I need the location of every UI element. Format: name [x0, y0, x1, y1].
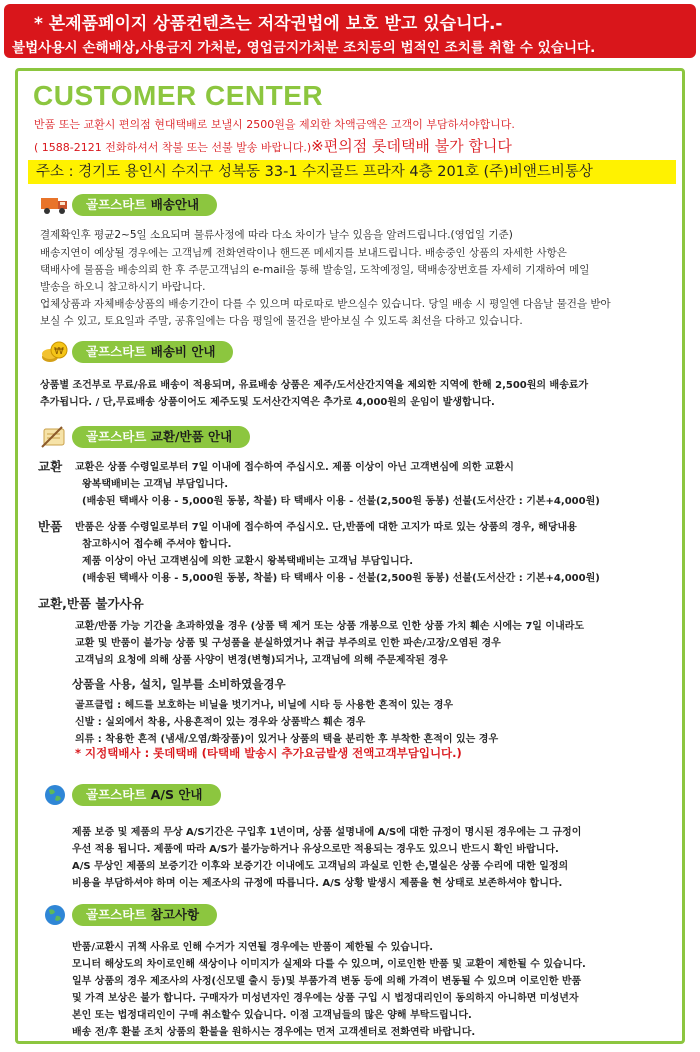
exchange-line: (배송된 택배사 이용 - 5,000원 동봉, 착불) 타 택배사 이용 - 선불(2,500원 동봉) 선불(도서산간 : 기본+4,000원): [82, 496, 600, 507]
fee-line: 추가됩니다. / 단,무료배송 상품이어도 제주도및 도서산간지역은 추가로 4,000원의 운임이 발생합니다.: [40, 397, 495, 408]
section-title-as: [72, 784, 221, 806]
section-title-text: 배송비 안내: [150, 344, 216, 359]
notice-line-1: 반품 또는 교환시 편의점 현대택배로 보낼시 2500원을 제외한 차액금액은 고객이 부담하셔야합니다.: [34, 118, 515, 131]
section-title-text: 참고사항: [150, 907, 200, 922]
globe-icon: [40, 783, 70, 807]
section-title-fee: [72, 341, 233, 363]
banner-line-1: * 본제품페이지 상품컨텐츠는 저작권법에 보호 받고 있습니다.-: [34, 14, 503, 34]
used-line: 신발 : 실외에서 착용, 사용흔적이 있는 경우와 상품박스 훼손 경우: [75, 717, 366, 728]
fee-line: 상품별 조건부로 무료/유료 배송이 적용되며, 유료배송 상품은 제주/도서산간지역을 제외한 지역에 한해 2,500원의 배송료가: [40, 380, 589, 391]
note-icon: [40, 425, 70, 449]
notice-line-2: [34, 135, 512, 156]
used-title: 상품을 사용, 설치, 일부를 소비하였을경우: [72, 677, 286, 691]
reference-line: 모니터 해상도의 차이로인해 색상이나 이미지가 실제와 다를 수 있으며, 이로인한 반품 및 교환이 제한될 수 있습니다.: [72, 959, 586, 970]
coins-icon: [40, 340, 70, 364]
copyright-banner: [4, 4, 696, 58]
address-bar: 주소 : 경기도 용인시 수지구 성복동 33-1 수지골드 프라자 4층 201호 (주)비앤드비통상: [28, 160, 676, 184]
unavailable-line: 교환 및 반품이 불가능 상품 및 구성품을 분실하였거나 취급 부주의로 인한 파손/고장/오염된 경우: [75, 638, 501, 649]
used-line: 의류 : 착용한 흔적 (냄새/오염/화장품)이 있거나 상품의 택을 분리한 후 부착한 흔적이 있는 경우: [75, 734, 499, 745]
courier-note: * 지정택배사 : 롯데택배 (타택배 발송시 추가요금발생 전액고객부담입니다.): [75, 746, 462, 760]
section-title-text: A/S 안내: [150, 787, 203, 802]
exchange-line: 왕복택배비는 고객님 부담입니다.: [82, 479, 229, 490]
reference-line: 및 가격 보상은 불가 합니다. 구매자가 미성년자인 경우에는 상품 구입 시 법정대리인이 동의하지 아니하면 미성년자: [72, 993, 579, 1004]
brand-label: 골프스타트: [86, 787, 147, 802]
return-line: 제품 이상이 아닌 고객변심에 의한 교환시 왕복택배비는 고객님 부담입니다.: [82, 556, 414, 567]
reference-line: 반품/교환시 귀책 사유로 인해 수거가 지연될 경우에는 반품이 제한될 수 있습니다.: [72, 942, 434, 953]
notice-phone: ( 1588-2121 전화하셔서 착불 또는 선불 발송 바랍니다.): [34, 141, 312, 154]
exchange-label: 교환: [38, 459, 63, 474]
notice-lotte-unavailable: ※편의점 롯데택배 불가 합니다: [311, 137, 512, 155]
banner-line-2: 불법사용시 손해배상,사용금지 가처분, 영업금지가처분 조치등의 법적인 조치를 취할 수 있습니다.: [12, 40, 596, 56]
return-line: (배송된 택배사 이용 - 5,000원 동봉, 착불) 타 택배사 이용 - 선불(2,500원 동봉) 선불(도서산간 : 기본+4,000원): [82, 573, 600, 584]
return-line: 반품은 상품 수령일로부터 7일 이내에 접수하여 주십시오. 단,반품에 대한 고지가 따로 있는 상품의 경우, 해당내용: [75, 522, 577, 533]
section-title-reference: [72, 904, 217, 926]
return-label: 반품: [38, 519, 63, 534]
shipping-line: 발송을 하오니 참고하시기 바랍니다.: [40, 281, 206, 293]
brand-label: 골프스타트: [86, 429, 147, 444]
unavailable-line: 고객님의 요청에 의해 상품 사양이 변경(변형)되거나, 고객님에 의해 주문제작된 경우: [75, 655, 448, 666]
shipping-line: 업체상품과 자체배송상품의 배송기간이 다를 수 있으며 따로따로 받으실수 있습니다. 당일 배송 시 평일엔 다음날 물건을 받아: [40, 298, 611, 310]
truck-icon: [40, 193, 70, 217]
section-title-text: 교환/반품 안내: [150, 429, 233, 444]
shipping-line: 보실 수 있고, 토요일과 주말, 공휴일에는 다음 평일에 물건을 받아보실 수 있도록 최선을 다하고 있습니다.: [40, 315, 523, 327]
exchange-line: 교환은 상품 수령일로부터 7일 이내에 접수하여 주십시오. 제품 이상이 아닌 고객변심에 의한 교환시: [75, 462, 514, 473]
as-line: 비용을 부담하셔야 하며 이는 제조사의 규정에 따릅니다. A/S 상황 발생시 제품을 현 상태로 보존하셔야 합니다.: [72, 878, 563, 889]
page-title: CUSTOMER CENTER: [33, 80, 324, 111]
as-line: 제품 보증 및 제품의 무상 A/S기간은 구입후 1년이며, 상품 설명내에 A/S에 대한 규정이 명시된 경우에는 그 규정이: [72, 827, 582, 838]
section-title-text: 배송안내: [150, 197, 200, 212]
shipping-line: 결제확인후 평균2~5일 소요되며 물류사정에 따라 다소 차이가 날수 있음을 알려드립니다.(영업일 기준): [40, 229, 513, 241]
section-title-exchange: [72, 426, 250, 448]
brand-label: 골프스타트: [86, 197, 147, 212]
used-line: 골프클럽 : 헤드를 보호하는 비닐을 벗기거나, 비닐에 시타 등 사용한 흔적이 있는 경우: [75, 700, 454, 711]
as-line: 우선 적용 됩니다. 제품에 따라 A/S가 불가능하거나 유상으로만 적용되는 경우도 있으니 반드시 확인 바랍니다.: [72, 844, 559, 855]
unavailable-title: 교환,반품 불가사유: [38, 596, 144, 611]
shipping-line: 택배사에 물품을 배송의뢰 한 후 주문고객님의 e-mail을 통해 발송일, 도착예정일, 택배송장번호를 자세히 기재하여 메일: [40, 264, 590, 276]
return-line: 참고하시어 접수해 주셔야 합니다.: [82, 539, 232, 550]
reference-line: 배송 전/후 환불 조치 상품의 환불을 원하시는 경우에는 먼저 고객센터로 전화연락 바랍니다.: [72, 1027, 476, 1038]
reference-line: 본인 또는 법정대리인이 구매 취소할수 있습니다. 이점 고객님들의 많은 양해 부탁드립니다.: [72, 1010, 472, 1021]
unavailable-line: 교환/반품 가능 기간을 초과하였을 경우 (상품 택 제거 또는 상품 개봉으로 인한 상품 가치 훼손 시에는 7일 이내라도: [75, 621, 585, 632]
section-title-shipping: [72, 194, 217, 216]
reference-line: 일부 상품의 경우 제조사의 사정(신모델 출시 등)및 부품가격 변동 등에 의해 가격이 변동될 수 있으며 이로인한 반품: [72, 976, 582, 987]
svg-text:₩: ₩: [54, 346, 64, 357]
as-line: A/S 무상인 제품의 보증기간 이후와 보증기간 이내에도 고객님의 과실로 인한 손,멸실은 상품 수리에 대한 일정의: [72, 861, 569, 872]
brand-label: 골프스타트: [86, 907, 147, 922]
globe-icon: [40, 903, 70, 927]
brand-label: 골프스타트: [86, 344, 147, 359]
shipping-line: 배송지연이 예상될 경우에는 고객님께 전화연락이나 핸드폰 메세지를 보내드립니다. 배송중인 상품의 자세한 사항은: [40, 247, 567, 259]
